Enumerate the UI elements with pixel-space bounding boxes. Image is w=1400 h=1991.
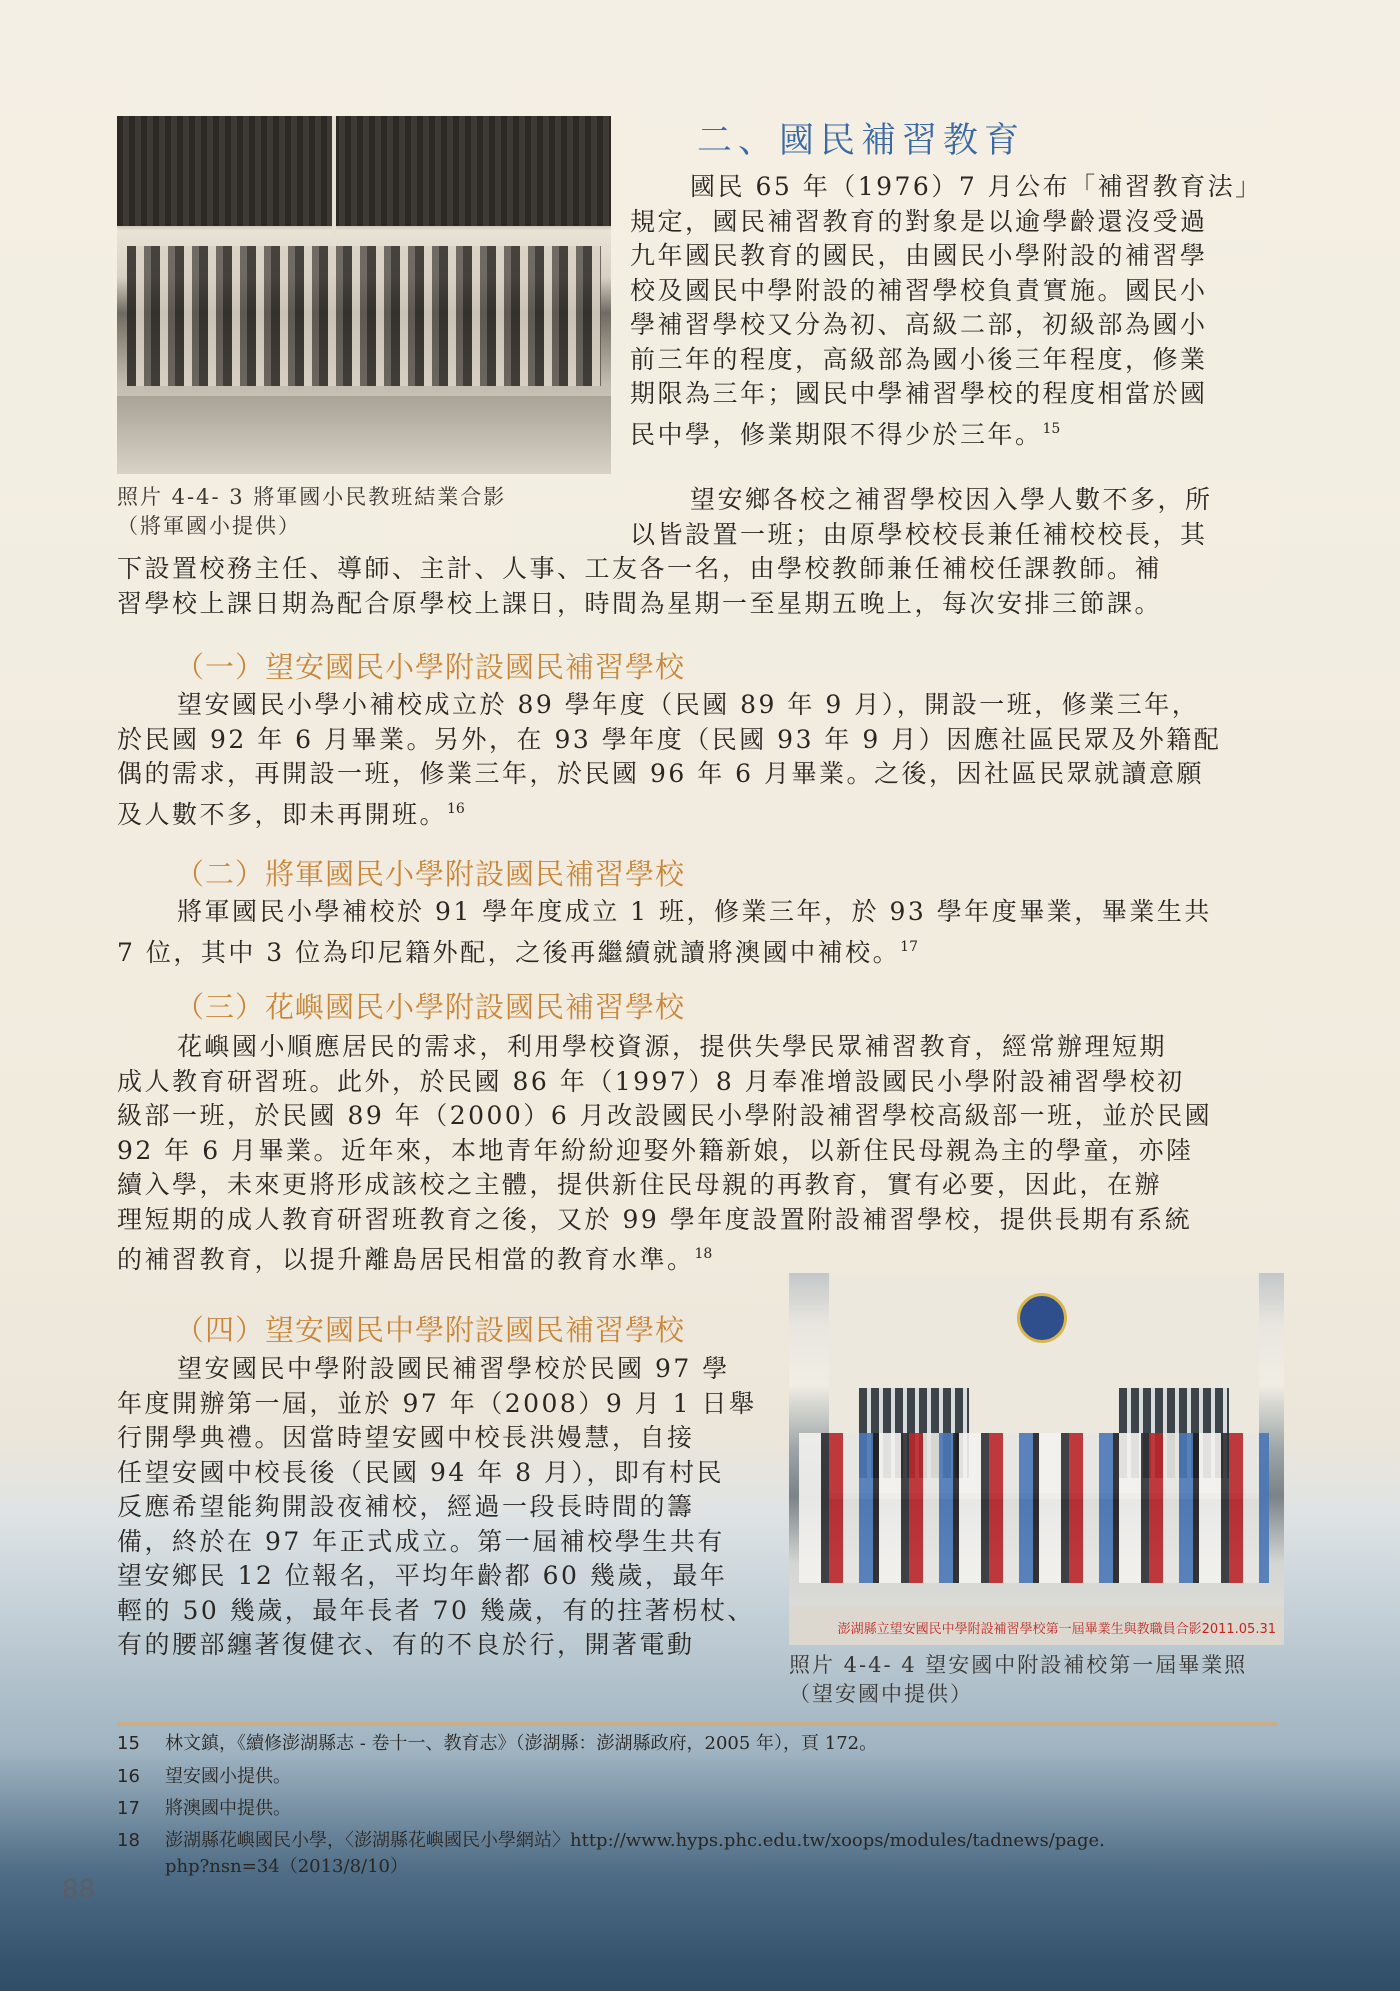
section-4-title: （四）望安國民中學附設國民補習學校 — [175, 1313, 686, 1347]
footnote-18-link[interactable]: 澎湖縣花嶼國民小學，〈澎湖縣花嶼國民小學網站〉http://www.hyps.phc.edu.tw/xoops/modules/tadnews/page. — [165, 1830, 1105, 1851]
section-3-body: 花嶼國小順應居民的需求，利用學校資源，提供失學民眾補習教育，經常辦理短期 成人教育研習班。此外，於民國 86 年（1997）8 月奉准增設國民小學附設補習學校初 級部一班，於民國 89 年（2000）6 月改設國民小學附設補習學校高級部一班，並於民國 92 年 6 月畢業。近年來，本地青年紛紛迎娶外籍新娘，以新住民母親為主的學童，亦陸 續入學，未來更將形成該校之主體，提供新住民母親的再教育，實有必要，因此，在辦 理短期的成人教育研習班教育之後，又於 99 學年度設置附設補習學校，提供長期有系統 的補習教育，以提升離島居民相當的教育水準。$^{18}$ — [117, 1032, 1213, 1274]
school-emblem-icon — [1017, 1293, 1067, 1343]
footnote-ref-17: 17 — [900, 938, 918, 955]
footnote-16: 16 望安國小提供。 — [117, 1766, 291, 1787]
section-3-title: （三）花嶼國民小學附設國民補習學校 — [175, 990, 686, 1024]
photo-banner: 澎湖縣立望安國民中學附設補習學校第一屆畢業生與教職員合影2011.05.31 — [789, 1607, 1284, 1645]
page-number: 88 — [62, 1875, 96, 1905]
intro-paragraph-2-full: 下設置校務主任、導師、主計、人事、工友各一名，由學校教師兼任補校任課教師。補 習學校上課日期為配合原學校上課日，時間為星期一至星期五晚上，每次安排三節課。 — [117, 554, 1163, 618]
footnote-divider — [117, 1722, 1277, 1726]
photo-roof — [117, 116, 611, 226]
intro-paragraph-2-right: 望安鄉各校之補習學校因入學人數不多，所 以皆設置一班；由原學校校長兼任補校校長，其 — [630, 485, 1213, 549]
section-4-body: 望安國民中學附設國民補習學校於民國 97 學 年度開辦第一屆，並於 97 年（2008）9 月 1 日舉 行開學典禮。因當時望安國中校長洪嫚慧，自接 任望安國中校長後（民國 94 年 8 月），即有村民 反應希望能夠開設夜補校，經過一段長時間的籌 備，終於在 97 年正式成立。第一屆補校學生共有 望安鄉民 12 位報名，平均年齡都 60 幾歲，最年 輕的 50 幾歲，最年長者 70 幾歲，有的拄著枴杖、 有的腰部纏著復健衣、有的不良於行，開著電動 — [117, 1354, 757, 1659]
section-1-body: 望安國民小學小補校成立於 89 學年度（民國 89 年 9 月），開設一班，修業三年， 於民國 92 年 6 月畢業。另外，在 93 學年度（民國 93 年 9 月）因應社區民眾及外籍配 偶的需求，再開設一班，修業三年，於民國 96 年 6 月畢業。之後，因社區民眾就讀意願 及人數不多，即未再開班。$^{16}$ — [117, 690, 1222, 829]
footnote-ref-16: 16 — [447, 800, 465, 817]
footnote-15: 15 林文鎮，《續修澎湖縣志 - 卷十一、教育志》（澎湖縣：澎湖縣政府，2005 年），頁 172。 — [117, 1733, 878, 1754]
footnote-ref-18: 18 — [694, 1246, 713, 1262]
footnote-ref-15: 15 — [1042, 420, 1061, 437]
class-photo-image — [117, 116, 611, 474]
photo-ground — [117, 396, 611, 474]
page-title: 二、國民補習教育 — [697, 121, 1026, 161]
photo-people — [799, 1433, 1269, 1583]
footnote-17: 17 將澳國中提供。 — [117, 1798, 291, 1819]
footnote-18: 18 澎湖縣花嶼國民小學，〈澎湖縣花嶼國民小學網站〉http://www.hyps.phc.edu.tw/xoops/modules/tadnews/page. php?nsn=34（2013/8/10） — [117, 1830, 1105, 1877]
section-2-title: （二）將軍國民小學附設國民補習學校 — [175, 857, 686, 891]
graduation-photo-image — [789, 1273, 1284, 1645]
photo-people — [127, 246, 601, 386]
photo1-caption: 照片 4-4- 3 將軍國小民教班結業合影 （將軍國小提供） — [117, 485, 507, 538]
section-1-title: （一）望安國民小學附設國民補習學校 — [175, 650, 686, 684]
intro-paragraph-1: 國民 65 年（1976）7 月公布「補習教育法」 規定，國民補習教育的對象是以逾學齡還沒受過 九年國民教育的國民，由國民小學附設的補習學 校及國民中學附設的補習學校負責實施。國民小 學補習學校又分為初、高級二部，初級部為國小 前三年的程度，高級部為國小後三年程度，修業 期限為三年；國民中學補習學校的程度相當於國 民中學，修業期限不得少於三年。$^{15}$ — [630, 172, 1263, 449]
photo2-caption: 照片 4-4- 4 望安國中附設補校第一屆畢業照 （望安國中提供） — [789, 1653, 1248, 1706]
section-2-body: 將軍國民小學補校於 91 學年度成立 1 班，修業三年，於 93 學年度畢業，畢業生共 7 位，其中 3 位為印尼籍外配，之後再繼續就讀將澳國中補校。$^{17}$ — [117, 897, 1212, 967]
